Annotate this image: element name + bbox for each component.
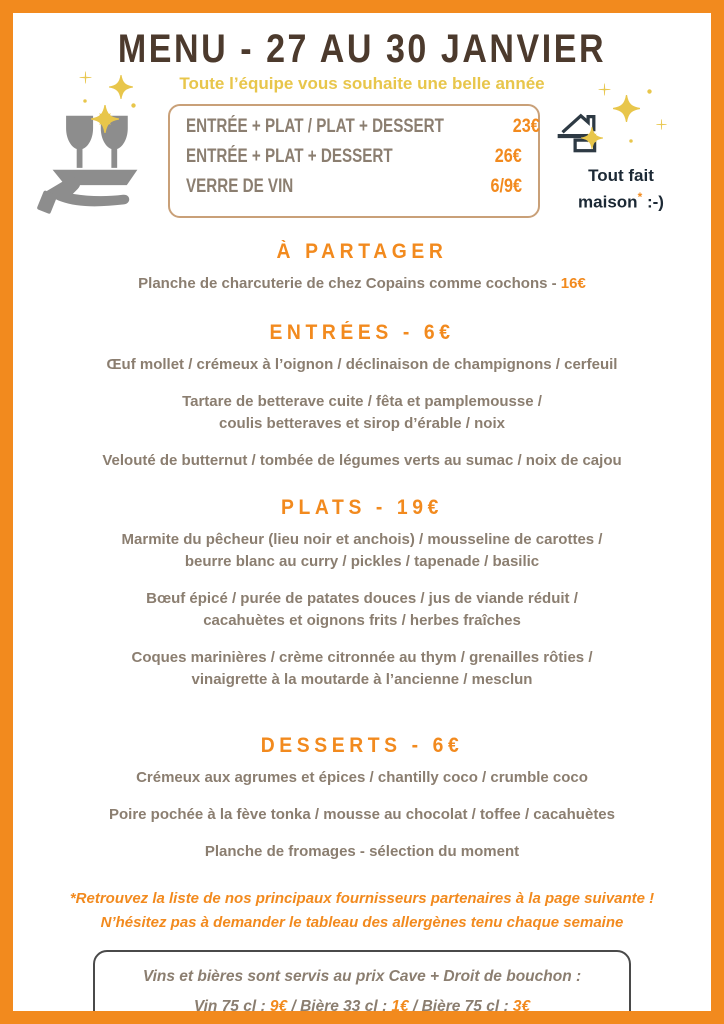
serving-tray-icon (36, 110, 154, 216)
footnote-line: *Retrouvez la liste de nos principaux fournisseurs partenaires à la page suivante ! (69, 889, 655, 907)
footnote-line: N’hésitez pas à demander le tableau des allergènes tenu chaque semaine (100, 914, 624, 932)
fait-maison-line1: Tout fait (588, 166, 654, 185)
menu-item (35, 841, 689, 863)
item-line: Bœuf épicé / purée de patates douces / jus de viande réduit / (146, 590, 578, 608)
formula-label: ENTRÉE + PLAT / PLAT + DESSERT (186, 116, 444, 137)
corkage-price: 9€ (269, 998, 288, 1016)
menu-item (35, 354, 689, 376)
page-subtitle: Toute l’équipe vous souhaite une belle année (179, 74, 545, 93)
item-line: Poire pochée à la fève tonka / mousse au chocolat / toffee / cacahuètes (108, 805, 615, 823)
section-heading-a-partager: À PARTAGER (276, 240, 448, 263)
menu-item (35, 588, 689, 632)
corkage-text: Vin 75 cl : (193, 998, 270, 1016)
corkage-price: 3€ (512, 998, 531, 1016)
corkage-box (93, 950, 631, 1024)
formula-row-band (13, 104, 711, 218)
item-line: cacahuètes et oignons frits / herbes fraîches (203, 612, 521, 630)
item-line: beurre blanc au curry / pickles / tapenade / basilic (184, 553, 540, 571)
formula-price: 26€ (495, 146, 522, 167)
formula-price-box (168, 104, 540, 218)
menu-item (35, 767, 689, 789)
formula-label: ENTRÉE + PLAT + DESSERT (186, 146, 393, 167)
item-label: Planche de charcuterie de chez Copains comme cochons - (138, 275, 561, 292)
item-line: Velouté de butternut / tombée de légumes verts au sumac / noix de cajou (102, 452, 622, 470)
section-heading-plats: PLATS - 19€ (281, 496, 443, 520)
menu-item (35, 450, 689, 472)
item-line: Tartare de betterave cuite / fêta et pamplemousse / (182, 393, 542, 411)
item-text (35, 273, 689, 295)
menu-body (13, 240, 711, 1024)
item-line: Planche de fromages - sélection du moment (204, 842, 520, 860)
fait-maison-icon (554, 106, 606, 158)
fait-maison-badge (554, 104, 688, 215)
corkage-intro: Vins et bières sont servis au prix Cave + Droit de bouchon : (142, 968, 582, 986)
item-line: Œuf mollet / crémeux à l’oignon / déclinaison de champignons / cerfeuil (106, 356, 618, 374)
item-line: coulis betteraves et sirop d’érable / noix (219, 415, 505, 433)
corkage-price: 1€ (391, 998, 409, 1016)
sparkle-icon (83, 99, 87, 103)
menu-header (13, 27, 711, 94)
formula-price: 6/9€ (490, 176, 522, 197)
item-price: 16€ (560, 275, 586, 292)
asterisk: * (637, 189, 643, 204)
formula-item (186, 116, 541, 146)
fait-maison-smiley: :-) (642, 192, 664, 212)
item-line: Crémeux aux agrumes et épices / chantilly coco / crumble coco (136, 768, 588, 786)
item-line: Marmite du pêcheur (lieu noir et anchois) / mousseline de carottes / (121, 531, 603, 549)
formula-item (186, 176, 522, 206)
item-line: vinaigrette à la moutarde à l’ancienne / mesclun (191, 671, 533, 689)
menu-item (35, 804, 689, 826)
item-line: Coques marinières / crème citronnée au thym / grenailles rôties / (131, 649, 593, 667)
corkage-text: / Bière 33 cl : (287, 998, 392, 1016)
corkage-prices (103, 992, 621, 1022)
section-heading-desserts: DESSERTS - 6€ (260, 733, 464, 757)
menu-item (35, 647, 689, 691)
section-heading-entrees: ENTRÉES - 6€ (269, 321, 455, 345)
suppliers-footnote (35, 887, 689, 937)
fait-maison-label (554, 164, 688, 215)
menu-item (35, 273, 689, 295)
page-title: MENU - 27 AU 30 JANVIER (117, 27, 607, 71)
fait-maison-word: maison (578, 192, 638, 212)
formula-item (186, 146, 522, 176)
menu-item (35, 529, 689, 573)
corkage-text: / Bière 75 cl : (408, 998, 513, 1016)
formula-price: 23€ (513, 116, 541, 137)
menu-item (35, 391, 689, 435)
formula-label: VERRE DE VIN (186, 176, 294, 197)
